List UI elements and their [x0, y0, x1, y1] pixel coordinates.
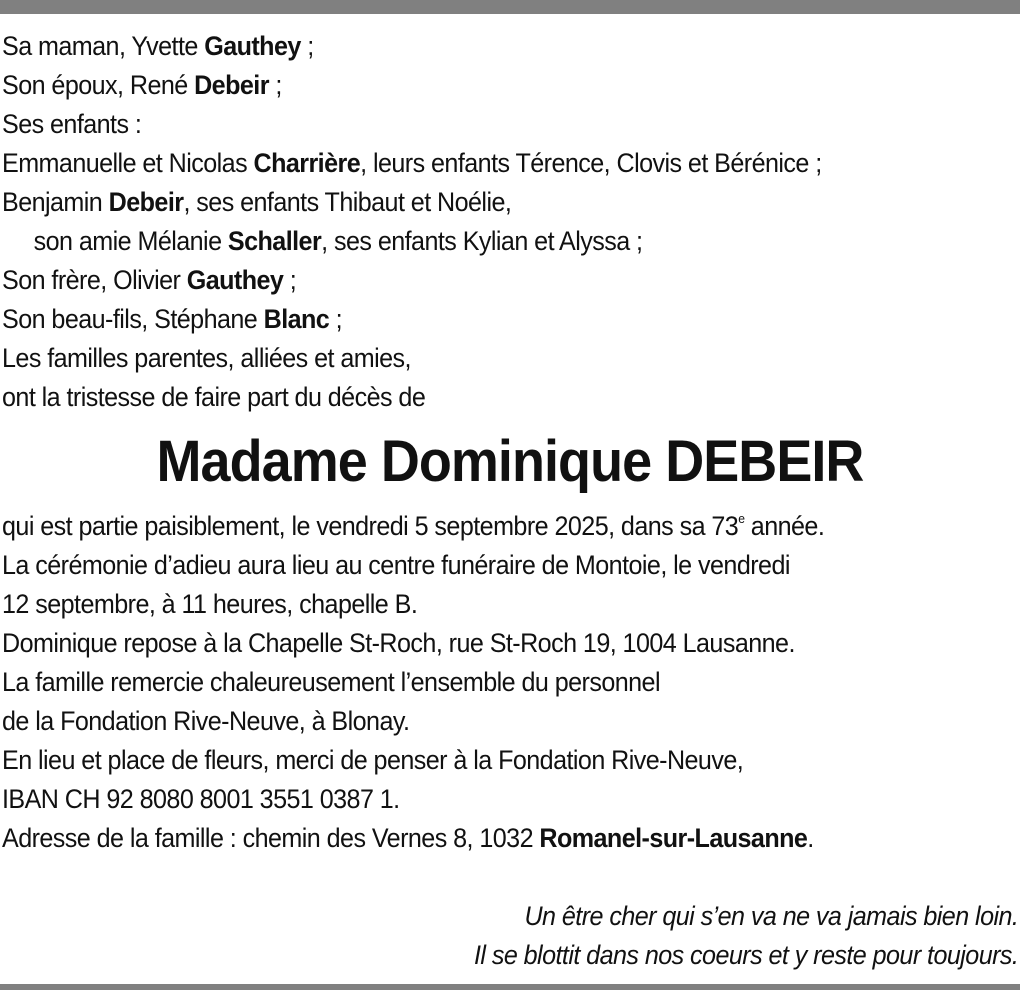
iban-line: IBAN CH 92 8080 8001 3551 0387 1. [2, 784, 400, 814]
partner-surname: Schaller [227, 226, 322, 256]
address-line: Adresse de la famille : chemin des Vernes 8, 1032 Romanel-sur-Lausanne. [2, 823, 814, 853]
ordinal-suffix: e [738, 511, 745, 526]
thanks-line-2: de la Fondation Rive-Neuve, à Blonay. [2, 706, 410, 736]
husband-line: Son époux, René Debeir ; [2, 70, 282, 100]
child2-line: Benjamin Debeir, ses enfants Thibaut et Noélie, [2, 187, 512, 217]
mother-line: Sa maman, Yvette Gauthey ; [2, 31, 314, 61]
relatives-line: Les familles parentes, alliées et amies, [2, 343, 411, 373]
quote-line-1: Un être cher qui s’en va ne va jamais bien loin. [524, 901, 1018, 931]
rests-line: Dominique repose à la Chapelle St-Roch, rue St-Roch 19, 1004 Lausanne. [2, 628, 795, 658]
thanks-line-1: La famille remercie chaleureusement l’ensemble du personnel [2, 667, 660, 697]
children-intro: Ses enfants : [2, 109, 142, 139]
child2-surname: Debeir [108, 187, 184, 217]
deceased-name: Madame Dominique DEBEIR [156, 429, 864, 494]
husband-surname: Debeir [194, 70, 269, 100]
brother-surname: Gauthey [186, 265, 284, 295]
closing-quote [474, 897, 1018, 975]
child1-surname: Charrière [253, 148, 361, 178]
flowers-line: En lieu et place de fleurs, merci de penser à la Fondation Rive-Neuve, [2, 745, 744, 775]
ceremony-line-1: La cérémonie d’adieu aura lieu au centre funéraire de Montoie, le vendredi [2, 550, 790, 580]
child1-line: Emmanuelle et Nicolas Charrière, leurs enfants Térence, Clovis et Bérénice ; [2, 148, 822, 178]
top-rule [0, 0, 1020, 14]
brother-line: Son frère, Olivier Gauthey ; [2, 265, 297, 295]
details-block [2, 507, 1018, 858]
announcement-line: ont la tristesse de faire part du décès de [2, 382, 426, 412]
family-list [2, 27, 1018, 417]
ceremony-line-2: 12 septembre, à 11 heures, chapelle B. [2, 589, 418, 619]
passing-line: qui est partie paisiblement, le vendredi 5 septembre 2025, dans sa 73e année. [2, 511, 825, 541]
bottom-rule [0, 984, 1020, 990]
address-town: Romanel-sur-Lausanne [539, 823, 808, 853]
mother-surname: Gauthey [204, 31, 301, 61]
stepson-line: Son beau-fils, Stéphane Blanc ; [2, 304, 343, 334]
stepson-surname: Blanc [263, 304, 330, 334]
child2-partner-line: son amie Mélanie Schaller, ses enfants Kylian et Alyssa ; [33, 226, 643, 256]
quote-line-2: Il se blottit dans nos coeurs et y reste pour toujours. [473, 940, 1018, 970]
